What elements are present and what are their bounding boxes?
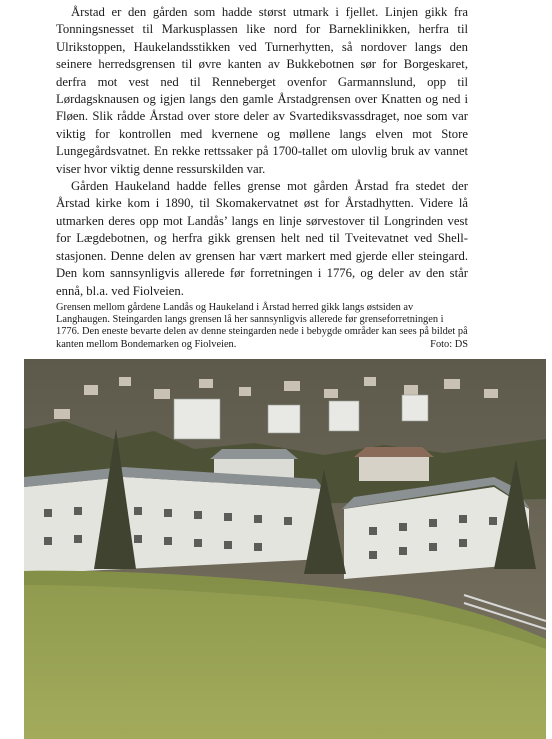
photo-caption	[56, 302, 468, 351]
photo-illustration	[24, 359, 546, 739]
landscape-photo	[24, 359, 546, 739]
photo-credit: Foto: DS	[430, 338, 468, 350]
paragraph-2: Gården Haukeland hadde felles grense mot gården Årstad fra stedet der Årstad kirke kom i 1890, til Skomakervatnet øst for Årstadhytten. Videre lå utmarken deres opp mot Landås’ langs en linje sørvestover til Longrinden vest for Lægdebotnen, og herfra gikk grensen helt ned til Tveitevatnet ved Shell-stasjonen. Denne delen av grensen har vært markert med gjerde eller steingard. Den kom sannsynligvis allerede før forretningen i 1776, og deler av den står ennå, bl.a. ved Fiolveien.	[56, 179, 468, 298]
paragraph-1: Årstad er den gården som hadde størst utmark i fjellet. Linjen gikk fra Tonningsnesset til Markusplassen like nord for Barneklinikken, herfra til Ulrikstoppen, Haukelandsstikken ved Turnerhytten, så nordover langs den seinere herredsgrensen til øvre kanten av Bukkebotnen sør for Borgeskaret, derfra mot vest ned til Renneberget ovenfor Garmannslund, opp til Lørdagsknausen og igjen langs den gamle Årstadgrensen over Knatten og ned i Fløen. Slik rådde Årstad over store deler av Svartediksvassdraget, noe som var viktig for kontrollen med kvernene og møllene langs elven mot Store Lungegårdsvatnet. En rekke rettssaker på 1700-tallet om ulovlig bruk av vannet viser hvor viktig denne ressurskilden var.	[56, 5, 468, 176]
article-body	[56, 4, 468, 300]
caption-text: Grensen mellom gårdene Landås og Haukeland i Årstad herred gikk langs østsiden av Langhaugen. Steingarden langs grensen lå her sannsynligvis allerede før grenseforretningen i 1776. Den eneste bevarte delen av denne steingarden nede i bebygde områder kan sees på bildet på kanten mellom Bondemarken og Fiolveien.	[56, 302, 468, 350]
